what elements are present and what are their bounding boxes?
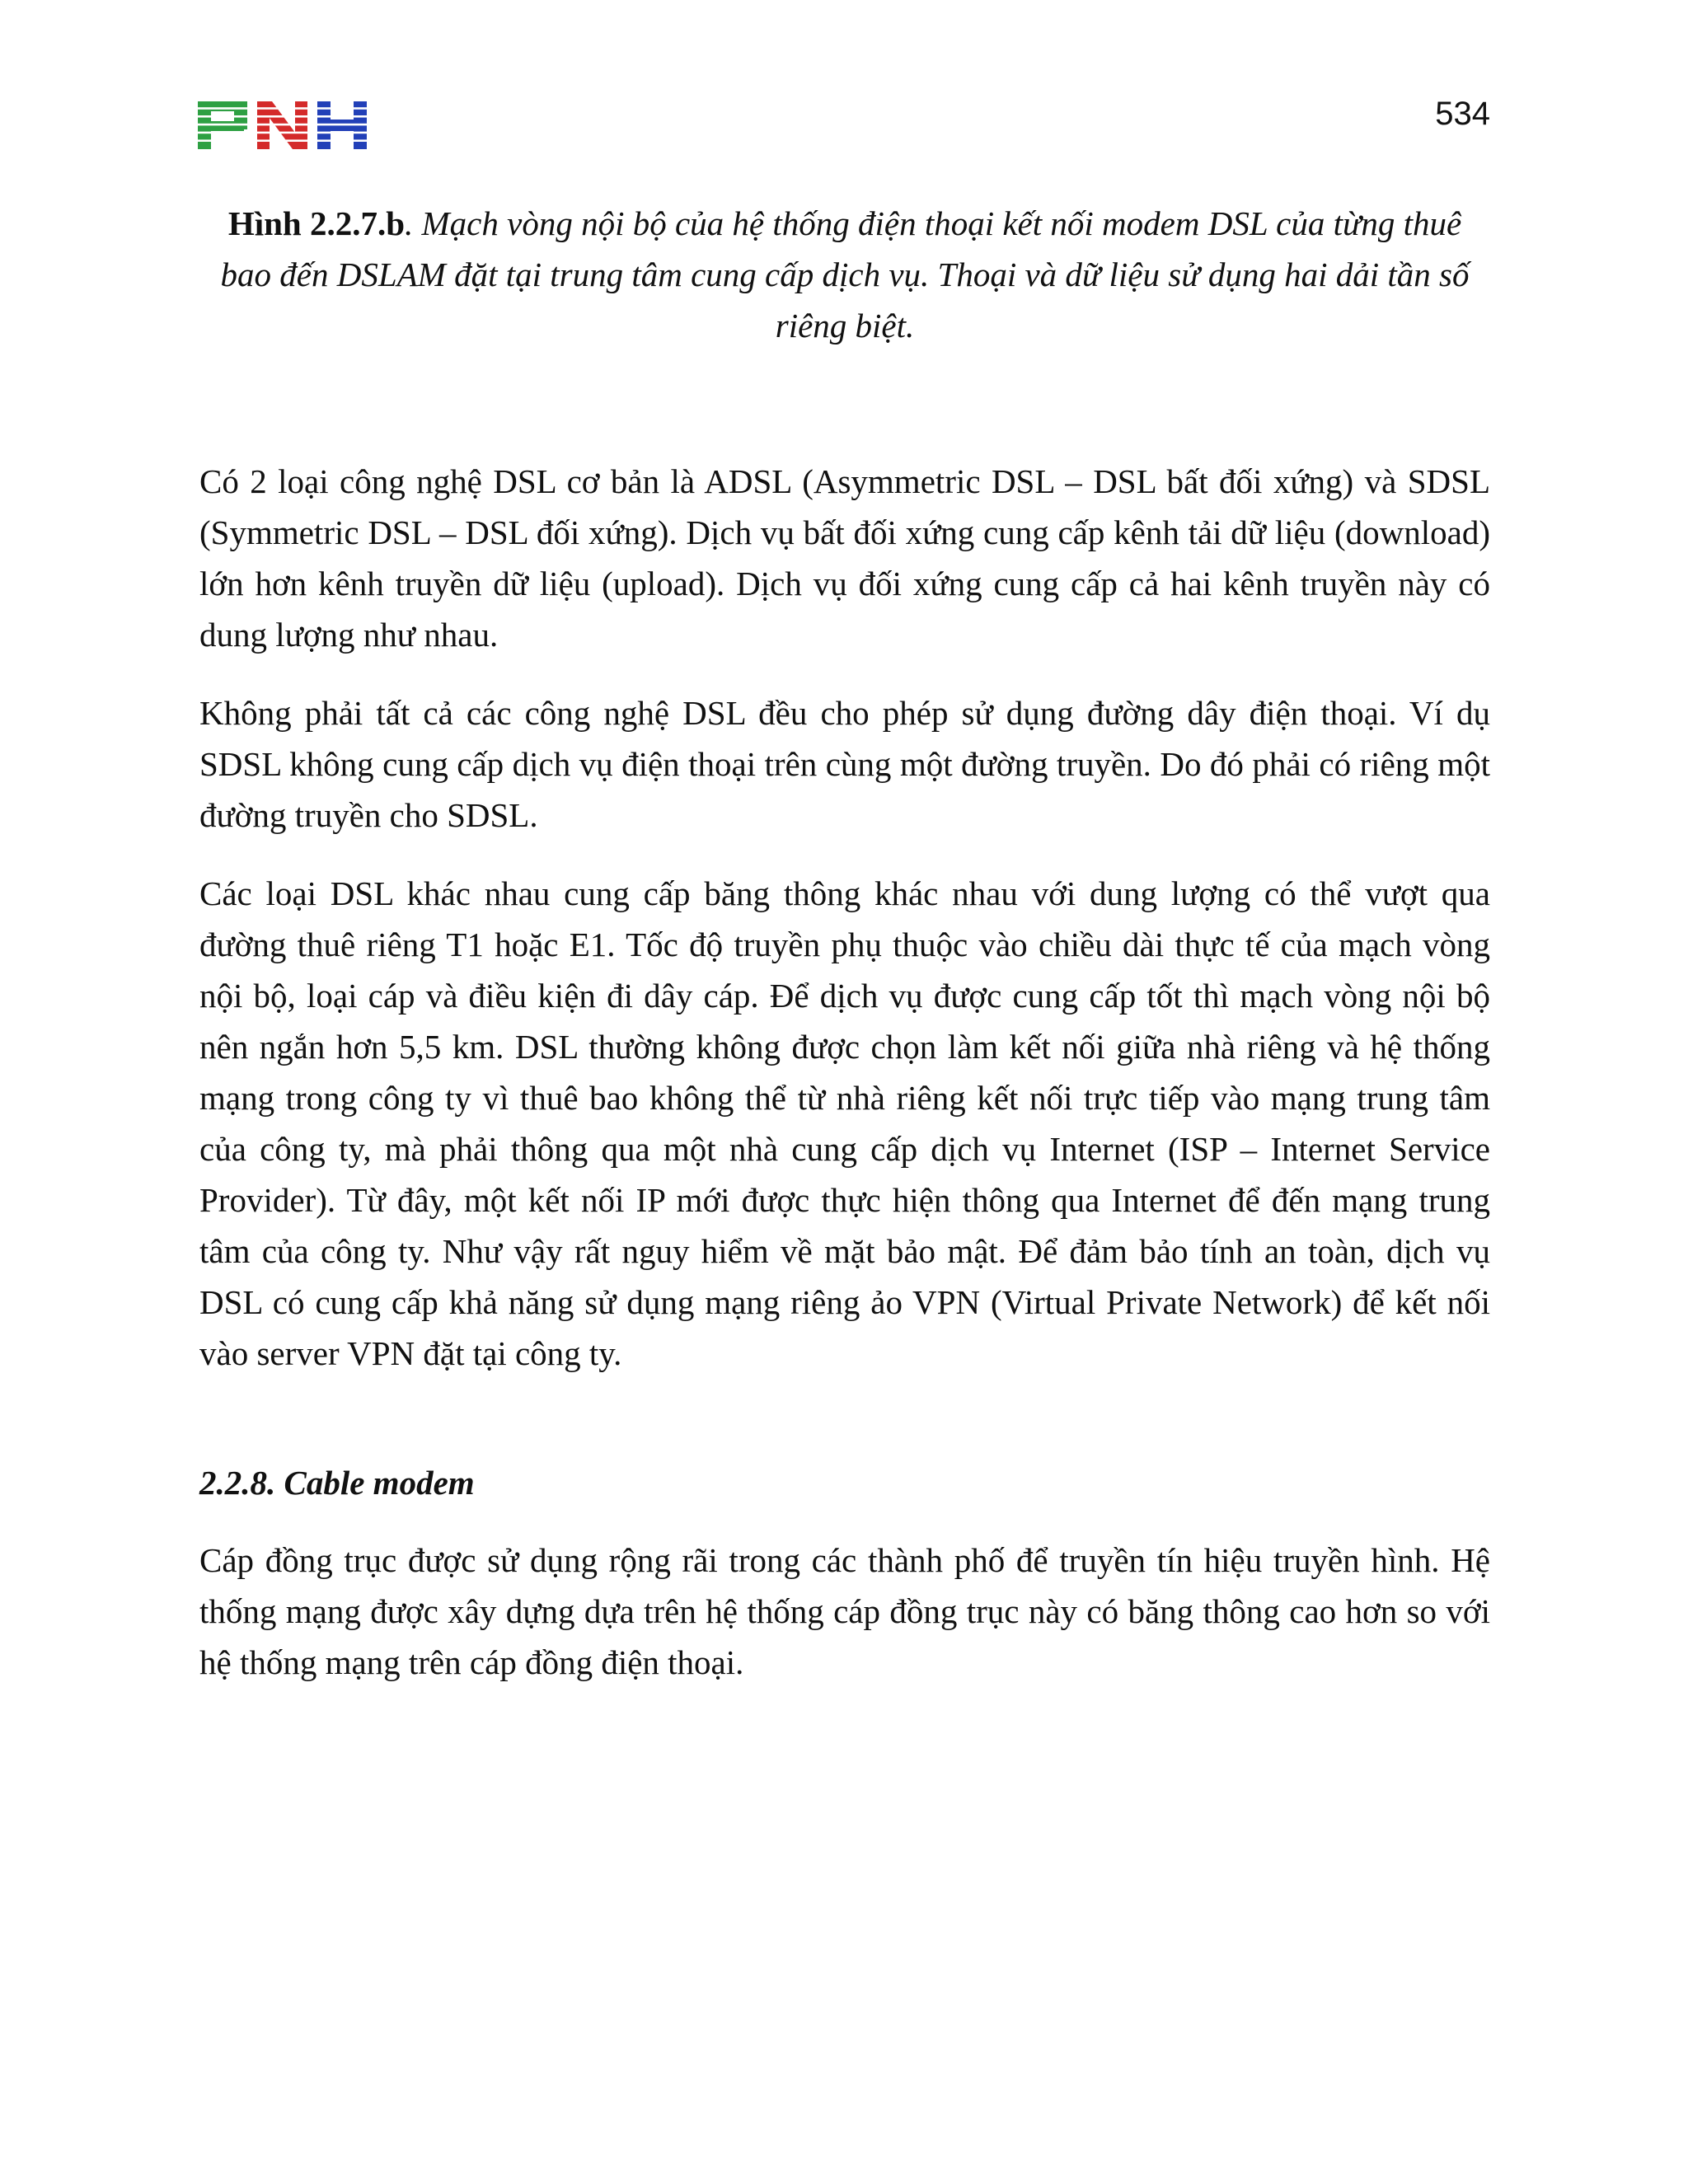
figure-caption (199, 198, 1490, 351)
page-number: 534 (1435, 96, 1490, 132)
logo-letter-p (198, 101, 247, 149)
section-heading: 2.2.8. Cable modem (199, 1464, 475, 1502)
paragraph-dsl-phone-line: Không phải tất cả các công nghệ DSL đều cho phép sử dụng đường dây điện thoại. Ví dụ SDSL không cung cấp dịch vụ điện thoại trên cùng một đường truyền. Do đó phải có riêng một đường truyền cho SDSL. (199, 694, 1490, 834)
pnh-logo (198, 101, 367, 149)
paragraph-cable-modem: Cáp đồng trục được sử dụng rộng rãi trong các thành phố để truyền tín hiệu truyền hình. Hệ thống mạng được xây dựng dựa trên hệ thống cáp đồng trục này có băng thông cao hơn so với hệ thống mạng trên cáp đồng điện thoại. (199, 1541, 1490, 1681)
figure-label: Hình 2.2.7.b (227, 204, 406, 242)
paragraph-dsl-types: Có 2 loại công nghệ DSL cơ bản là ADSL (Asymmetric DSL – DSL bất đối xứng) và SDSL (Symmetric DSL – DSL đối xứng). Dịch vụ bất đối xứng cung cấp kênh tải dữ liệu (download) lớn hơn kênh truyền dữ liệu (upload). Dịch vụ đối xứng cung cấp cả hai kênh truyền này có dung lượng như nhau. (199, 462, 1490, 654)
logo-letter-h (317, 101, 367, 149)
figure-caption-text: . Mạch vòng nội bộ của hệ thống điện thoại kết nối modem DSL của từng thuê bao đến DSLAM đặt tại trung tâm cung cấp dịch vụ. Thoại và dữ liệu sử dụng hai dải tần số riêng biệt. (220, 204, 1470, 344)
logo-letter-n (257, 101, 307, 149)
paragraph-dsl-bandwidth: Các loại DSL khác nhau cung cấp băng thông khác nhau với dung lượng có thể vượt qua đường thuê riêng T1 hoặc E1. Tốc độ truyền phụ thuộc vào chiều dài thực tế của mạch vòng nội bộ, loại cáp và điều kiện đi dây cáp. Để dịch vụ được cung cấp tốt thì mạch vòng nội bộ nên ngắn hơn 5,5 km. DSL thường không được chọn làm kết nối giữa nhà riêng và hệ thống mạng trong công ty vì thuê bao không thể từ nhà riêng kết nối trực tiếp vào mạng trung tâm của công ty, mà phải thông qua một nhà cung cấp dịch vụ Internet (ISP – Internet Service Provider). Từ đây, một kết nối IP mới được thực hiện thông qua Internet để đến mạng trung tâm của công ty. Như vậy rất nguy hiểm về mặt bảo mật. Để đảm bảo tính an toàn, dịch vụ DSL có cung cấp khả năng sử dụng mạng riêng ảo VPN (Virtual Private Network) để kết nối vào server VPN đặt tại công ty. (199, 874, 1490, 1372)
